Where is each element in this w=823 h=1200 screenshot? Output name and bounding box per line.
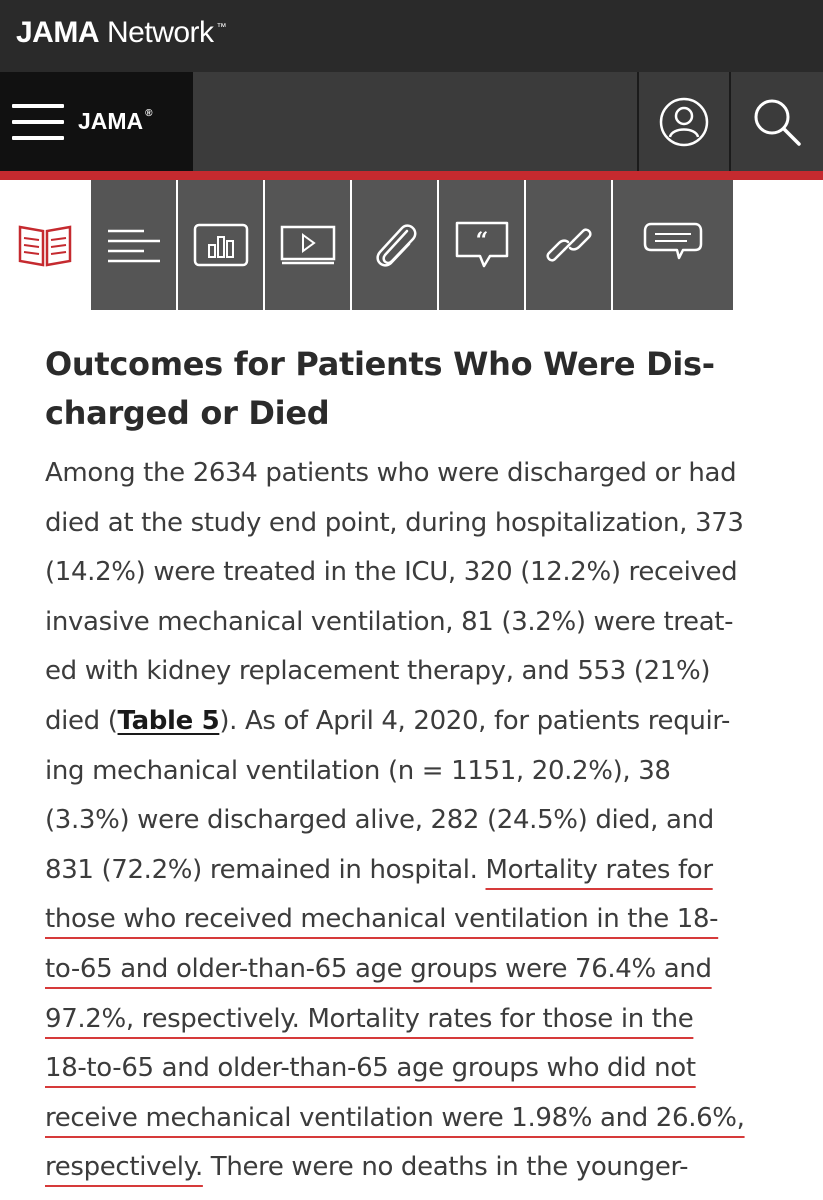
highlighted-text: 18-to-65 and older-than-65 age groups who did not [45, 1053, 696, 1084]
tab-video[interactable] [263, 180, 350, 310]
text-line [45, 697, 778, 747]
search-icon [751, 96, 803, 148]
attachment-icon [367, 217, 423, 273]
network-bar [0, 0, 823, 72]
tab-cite[interactable] [437, 180, 524, 310]
article-tabs [0, 180, 823, 310]
text-line: ing mechanical ventilation (n = 1151, 20.2%), 38 [45, 755, 671, 786]
brand-bold: JAMA [16, 16, 100, 49]
link-icon [541, 217, 597, 273]
highlighted-text: receive mechanical ventilation were 1.98% and 26.6%, [45, 1102, 745, 1133]
text-line [45, 895, 778, 945]
journal-registered: ® [145, 108, 153, 119]
text-line: ed with kidney replacement therapy, and 553 (21%) [45, 656, 711, 687]
svg-text:“: “ [475, 228, 488, 254]
text-line: invasive mechanical ventilation, 81 (3.2%) were treat- [45, 606, 734, 637]
heading-line: charged or Died [45, 394, 330, 432]
highlighted-text: to-65 and older-than-65 age groups were 76.4% and [45, 953, 712, 984]
sections-icon [106, 225, 162, 265]
highlighted-text: 97.2%, respectively. Mortality rates for those in the [45, 1003, 694, 1034]
journal-nav [0, 72, 823, 171]
text-line [45, 1143, 778, 1193]
tab-supplements[interactable] [350, 180, 437, 310]
text-segment: There were no deaths in the younger- [202, 1152, 689, 1183]
comments-icon [643, 220, 703, 270]
article-icon [17, 222, 73, 268]
highlighted-text: respectively. [45, 1152, 203, 1183]
text-line [45, 945, 778, 995]
user-icon [658, 96, 710, 148]
cite-icon [454, 220, 510, 270]
text-segment: 831 (72.2%) remained in hospital. [45, 854, 486, 885]
highlighted-text: those who received mechanical ventilation in the 18- [45, 904, 719, 935]
text-line [45, 1094, 778, 1144]
tab-figures[interactable] [176, 180, 263, 310]
text-line: (14.2%) were treated in the ICU, 320 (12.2%) received [45, 557, 738, 588]
paragraph [45, 449, 778, 1193]
journal-menu[interactable] [0, 72, 193, 171]
search-button[interactable] [729, 72, 823, 171]
accent-bar [0, 171, 823, 180]
tab-permissions[interactable] [524, 180, 611, 310]
article-body [0, 340, 823, 1193]
highlighted-text: Mortality rates for [485, 854, 713, 885]
text-line [45, 995, 778, 1045]
user-button[interactable] [637, 72, 729, 171]
brand-rest: Network [107, 16, 214, 49]
hamburger-icon[interactable] [12, 102, 64, 142]
text-line [45, 846, 778, 896]
jama-network-logo[interactable] [16, 16, 226, 50]
section-heading [45, 340, 778, 438]
text-segment: died ( [45, 705, 118, 736]
tab-article[interactable] [0, 180, 89, 310]
table-5-link[interactable]: Table 5 [117, 705, 220, 736]
text-line [45, 1044, 778, 1094]
text-line: Among the 2634 patients who were discharged or had [45, 458, 737, 488]
figures-icon [193, 223, 249, 267]
tab-comments[interactable] [611, 180, 733, 310]
text-line: died at the study end point, during hospitalization, 373 [45, 507, 744, 538]
journal-name: JAMA [78, 108, 144, 134]
heading-line: Outcomes for Patients Who Were Dis- [45, 345, 715, 383]
text-segment: ). As of April 4, 2020, for patients requir- [219, 705, 731, 736]
text-line: (3.3%) were discharged alive, 282 (24.5%) died, and [45, 805, 714, 836]
brand-trademark: ™ [216, 22, 227, 33]
tab-sections[interactable] [89, 180, 176, 310]
journal-logo[interactable] [78, 108, 153, 135]
video-icon [280, 225, 336, 265]
